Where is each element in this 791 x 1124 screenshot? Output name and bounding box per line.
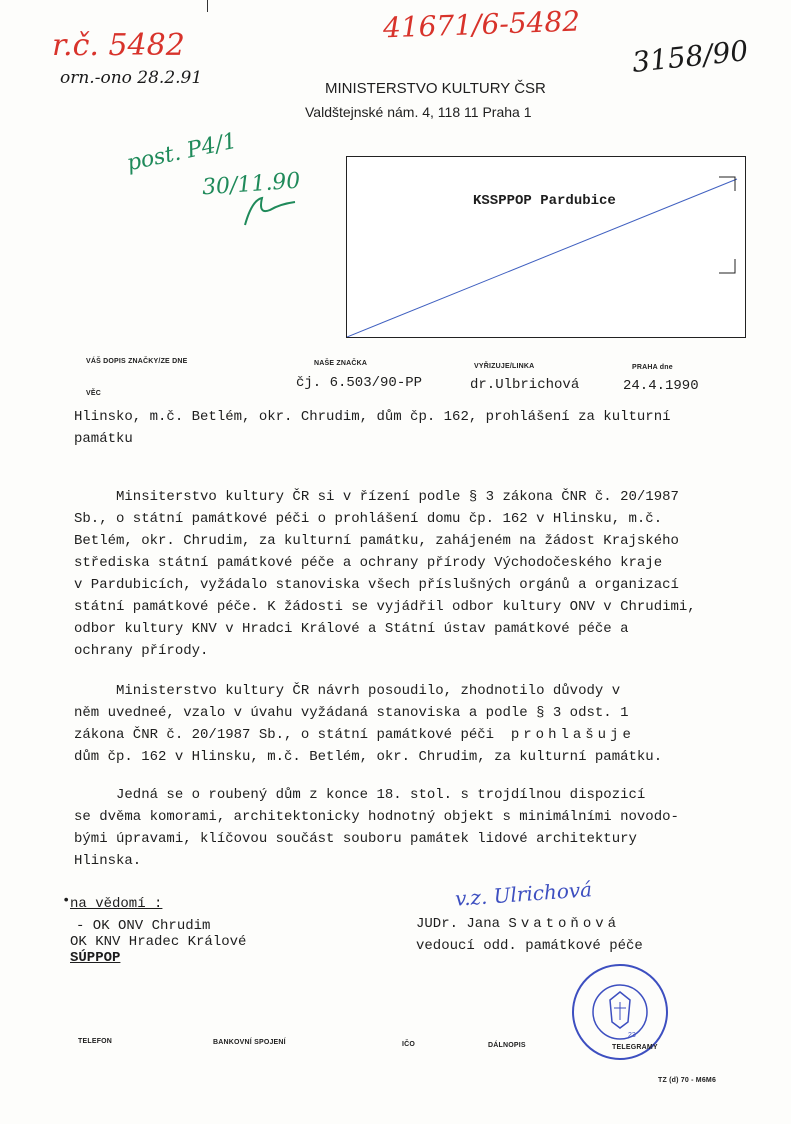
- body-line: odbor kultury KNV v Hradci Králové a Státní ústav památkové péče a: [74, 621, 629, 637]
- body-line: ochrany přírody.: [74, 643, 209, 659]
- handwritten-file-number: 41671/6-5482: [382, 4, 581, 45]
- letter-date: 24.4.1990: [623, 378, 699, 394]
- body-line: zákona ČNR č. 20/1987 Sb., o státní památkové péči: [74, 727, 511, 743]
- body-line: se dvěma komorami, architektonicky hodnotný objekt s minimálními novodo-: [74, 809, 679, 825]
- label-subject: VĚC: [86, 390, 101, 397]
- footer-ico-label: IČO: [402, 1041, 416, 1048]
- handwritten-date: orn.-ono 28.2.91: [60, 68, 203, 88]
- stamp-number: 23: [628, 1032, 636, 1039]
- cc-bullet: •: [62, 893, 71, 909]
- body-paragraph-3: [74, 784, 679, 872]
- cc-item: OK KNV Hradec Králové: [70, 934, 247, 950]
- signatory-surname: Svatoňová: [508, 916, 621, 932]
- body-line: střediska státní památkové péče a ochrany přírody Východočeského kraje: [74, 555, 663, 571]
- body-line: Betlém, okr. Chrudim, za kulturní památku, zahájeném na žádost Krajského: [74, 533, 679, 549]
- body-line: Ministerstvo kultury ČR návrh posoudilo, zhodnotilo důvody v: [74, 683, 621, 699]
- our-reference-number: čj. 6.503/90-PP: [296, 375, 423, 391]
- recipient-address-box: [346, 156, 746, 338]
- body-line: Jedná se o roubený dům z konce 18. stol. s trojdílnou dispozicí: [74, 787, 646, 803]
- body-paragraph-2: [74, 680, 662, 768]
- footer-phone-label: TELEFON: [78, 1038, 113, 1045]
- body-line: Hlinska.: [74, 853, 142, 869]
- handwritten-record-number: r.č. 5482: [52, 28, 185, 63]
- handled-by-name: dr.Ulbrichová: [470, 377, 580, 393]
- body-line: Sb., o státní památkové péči o prohlášení domu čp. 162 v Hlinsku, m.č.: [74, 511, 663, 527]
- ministry-name: MINISTERSTVO KULTURY ČSR: [325, 80, 546, 97]
- label-handled-by: VYŘIZUJE/LINKA: [474, 363, 535, 370]
- ministry-address: Valdštejnské nám. 4, 118 11 Praha 1: [305, 104, 532, 120]
- body-line: Minsiterstvo kultury ČR si v řízení podle § 3 zákona ČNR č. 20/1987: [74, 489, 679, 505]
- green-initials-mark: [240, 190, 300, 230]
- handwritten-registry-number: 3158/90: [630, 34, 750, 79]
- body-line: státní památkové péče. K žádosti se vyjádřil odbor kultury ONV v Chrudimi,: [74, 599, 696, 615]
- body-line: něm uvedneé, vzalo v úvahu vyžádaná stanoviska a podle § 3 odst. 1: [74, 705, 629, 721]
- cc-item: - OK ONV Chrudim: [76, 918, 211, 934]
- footer-telegram-label: TELEGRAMY: [612, 1044, 658, 1051]
- signatory-name: [416, 916, 620, 932]
- subject-line-1: Hlinsko, m.č. Betlém, okr. Chrudim, dům čp. 162, prohlášení za kulturní: [74, 409, 671, 425]
- body-line: dům čp. 162 v Hlinsku, m.č. Betlém, okr. Chrudim, za kulturní památku.: [74, 749, 663, 765]
- signatory-role: vedoucí odd. památkové péče: [416, 938, 643, 954]
- handwritten-signature: v.z. Ulrichová: [454, 877, 593, 911]
- handwritten-green-note-2: 30/11.90: [201, 168, 302, 201]
- punch-mark: [207, 0, 208, 12]
- declaration-word: prohlašuje: [510, 727, 635, 743]
- body-line: v Pardubicích, vyžádalo stanoviska všech příslušných orgánů a organizací: [74, 577, 679, 593]
- label-our-ref: NAŠE ZNAČKA: [314, 360, 368, 367]
- footer-telex-label: DÁLNOPIS: [488, 1042, 526, 1049]
- body-line: bými úpravami, klíčovou součást souboru památek lidové architektury: [74, 831, 637, 847]
- label-place-date: PRAHA dne: [632, 364, 673, 371]
- label-your-letter: VÁŠ DOPIS ZNAČKY/ZE DNE: [86, 358, 188, 365]
- recipient-name: KSSPPOP Pardubice: [473, 193, 616, 209]
- footer-print-code: TZ (d) 70 - M6M6: [658, 1077, 717, 1084]
- footer-bank-label: BANKOVNÍ SPOJENÍ: [213, 1039, 286, 1046]
- body-paragraph-1: [74, 486, 696, 662]
- signatory-title: JUDr. Jana: [416, 916, 509, 932]
- cc-item: SÚPPOP: [70, 950, 121, 966]
- handwritten-green-note-1: post. P4/1: [124, 128, 240, 177]
- cc-title: na vědomí :: [70, 896, 163, 912]
- address-box-diagonal: [347, 157, 745, 337]
- subject-line-2: památku: [74, 431, 133, 447]
